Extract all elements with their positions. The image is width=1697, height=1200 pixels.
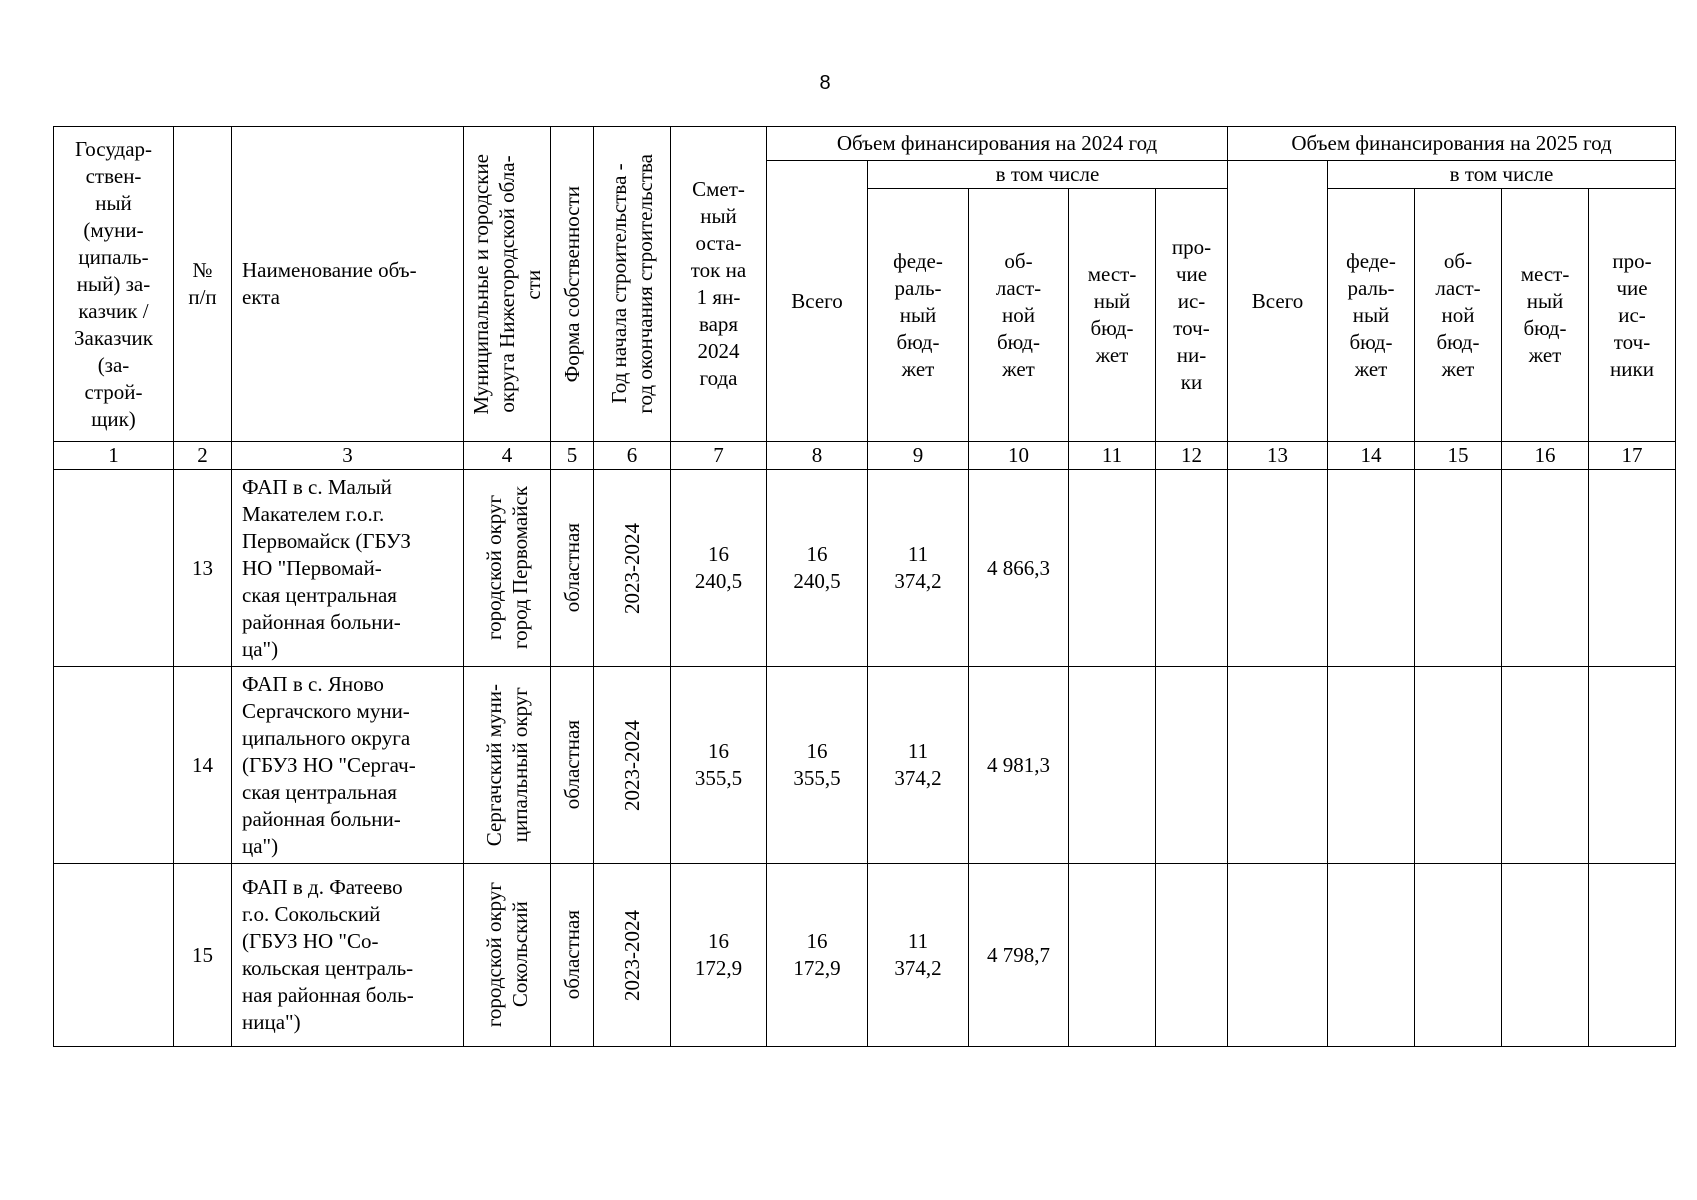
cell-object-name: ФАП в с. Малый Макателем г.о.г. Первомайск (ГБУЗ НО "Первомай- ская центральная районная больни- ца") bbox=[232, 470, 464, 667]
column-number: 13 bbox=[1228, 442, 1328, 470]
column-number: 10 bbox=[969, 442, 1069, 470]
cell-estimate: 16 240,5 bbox=[671, 470, 767, 667]
column-number: 7 bbox=[671, 442, 767, 470]
cell-federal-2025 bbox=[1328, 470, 1415, 667]
header-total-2024: Всего bbox=[767, 161, 868, 442]
cell-ownership: областная bbox=[551, 864, 594, 1047]
column-number: 3 bbox=[232, 442, 464, 470]
cell-local-2024 bbox=[1069, 470, 1156, 667]
cell-local-2024 bbox=[1069, 864, 1156, 1047]
cell-regional-2024: 4 866,3 bbox=[969, 470, 1069, 667]
header-customer: Государ- ствен- ный (муни- ципаль- ный) за- казчик / Заказчик (за- строй- щик) bbox=[54, 127, 174, 442]
header-federal-2024: феде- раль- ный бюд- жет bbox=[868, 189, 969, 442]
column-number: 15 bbox=[1415, 442, 1502, 470]
cell-ownership: областная bbox=[551, 667, 594, 864]
cell-total-2025 bbox=[1228, 667, 1328, 864]
cell-num: 13 bbox=[174, 470, 232, 667]
table-row bbox=[54, 470, 1676, 667]
cell-local-2025 bbox=[1502, 667, 1589, 864]
header-local-2024: мест- ный бюд- жет bbox=[1069, 189, 1156, 442]
cell-other-2024 bbox=[1156, 667, 1228, 864]
header-including-2024: в том числе bbox=[868, 161, 1228, 189]
header-other-2024: про- чие ис- точ- ни- ки bbox=[1156, 189, 1228, 442]
header-regional-2025: об- ласт- ной бюд- жет bbox=[1415, 189, 1502, 442]
header-including-2025: в том числе bbox=[1328, 161, 1676, 189]
cell-customer bbox=[54, 864, 174, 1047]
cell-years: 2023-2024 bbox=[594, 864, 671, 1047]
financing-table bbox=[53, 126, 1676, 1047]
cell-other-2025 bbox=[1589, 470, 1676, 667]
column-number: 1 bbox=[54, 442, 174, 470]
cell-estimate: 16 172,9 bbox=[671, 864, 767, 1047]
cell-regional-2025 bbox=[1415, 667, 1502, 864]
cell-regional-2024: 4 798,7 bbox=[969, 864, 1069, 1047]
column-number: 11 bbox=[1069, 442, 1156, 470]
column-number: 6 bbox=[594, 442, 671, 470]
cell-object-name: ФАП в д. Фатеево г.о. Сокольский (ГБУЗ НО "Со- кольская централь- ная районная боль- ница") bbox=[232, 864, 464, 1047]
header-regional-2024: об- ласт- ной бюд- жет bbox=[969, 189, 1069, 442]
cell-object-name: ФАП в с. Яново Сергачского муни- ципального округа (ГБУЗ НО "Сергач- ская центральная районная больни- ца") bbox=[232, 667, 464, 864]
header-funding-2025: Объем финансирования на 2025 год bbox=[1228, 127, 1676, 161]
header-municipality: Муниципальные и городские округа Нижегородской обла- сти bbox=[464, 127, 551, 442]
column-number: 9 bbox=[868, 442, 969, 470]
header-years: Год начала строительства - год окончания строительства bbox=[594, 127, 671, 442]
cell-estimate: 16 355,5 bbox=[671, 667, 767, 864]
cell-years: 2023-2024 bbox=[594, 667, 671, 864]
header-other-2025: про- чие ис- точ- ники bbox=[1589, 189, 1676, 442]
cell-total-2024: 16 240,5 bbox=[767, 470, 868, 667]
column-number: 17 bbox=[1589, 442, 1676, 470]
cell-other-2024 bbox=[1156, 470, 1228, 667]
header-local-2025: мест- ный бюд- жет bbox=[1502, 189, 1589, 442]
cell-regional-2025 bbox=[1415, 864, 1502, 1047]
header-federal-2025: феде- раль- ный бюд- жет bbox=[1328, 189, 1415, 442]
cell-customer bbox=[54, 470, 174, 667]
header-num: № п/п bbox=[174, 127, 232, 442]
cell-ownership: областная bbox=[551, 470, 594, 667]
header-estimate: Смет- ный оста- ток на 1 ян- варя 2024 года bbox=[671, 127, 767, 442]
cell-regional-2024: 4 981,3 bbox=[969, 667, 1069, 864]
cell-local-2025 bbox=[1502, 470, 1589, 667]
cell-total-2025 bbox=[1228, 470, 1328, 667]
cell-customer bbox=[54, 667, 174, 864]
cell-num: 14 bbox=[174, 667, 232, 864]
cell-num: 15 bbox=[174, 864, 232, 1047]
cell-municipality: городской округ Сокольский bbox=[464, 864, 551, 1047]
column-number: 16 bbox=[1502, 442, 1589, 470]
cell-municipality: городской округ город Первомайск bbox=[464, 470, 551, 667]
cell-federal-2025 bbox=[1328, 864, 1415, 1047]
column-number: 4 bbox=[464, 442, 551, 470]
cell-years: 2023-2024 bbox=[594, 470, 671, 667]
header-funding-2024: Объем финансирования на 2024 год bbox=[767, 127, 1228, 161]
table-row bbox=[54, 864, 1676, 1047]
header-ownership: Форма собственности bbox=[551, 127, 594, 442]
cell-other-2024 bbox=[1156, 864, 1228, 1047]
column-number: 14 bbox=[1328, 442, 1415, 470]
cell-federal-2024: 11 374,2 bbox=[868, 470, 969, 667]
header-row-1 bbox=[54, 127, 1676, 161]
cell-local-2025 bbox=[1502, 864, 1589, 1047]
column-number: 5 bbox=[551, 442, 594, 470]
table-row bbox=[54, 667, 1676, 864]
cell-total-2024: 16 355,5 bbox=[767, 667, 868, 864]
cell-other-2025 bbox=[1589, 667, 1676, 864]
column-numbers-row bbox=[54, 442, 1676, 470]
cell-other-2025 bbox=[1589, 864, 1676, 1047]
page-number: 8 bbox=[819, 72, 831, 94]
column-number: 2 bbox=[174, 442, 232, 470]
column-number: 8 bbox=[767, 442, 868, 470]
cell-regional-2025 bbox=[1415, 470, 1502, 667]
cell-federal-2025 bbox=[1328, 667, 1415, 864]
cell-total-2024: 16 172,9 bbox=[767, 864, 868, 1047]
cell-federal-2024: 11 374,2 bbox=[868, 667, 969, 864]
cell-municipality: Сергачский муни- ципальный округ bbox=[464, 667, 551, 864]
header-object-name: Наименование объ- екта bbox=[232, 127, 464, 442]
header-total-2025: Всего bbox=[1228, 161, 1328, 442]
cell-local-2024 bbox=[1069, 667, 1156, 864]
column-number: 12 bbox=[1156, 442, 1228, 470]
cell-federal-2024: 11 374,2 bbox=[868, 864, 969, 1047]
cell-total-2025 bbox=[1228, 864, 1328, 1047]
